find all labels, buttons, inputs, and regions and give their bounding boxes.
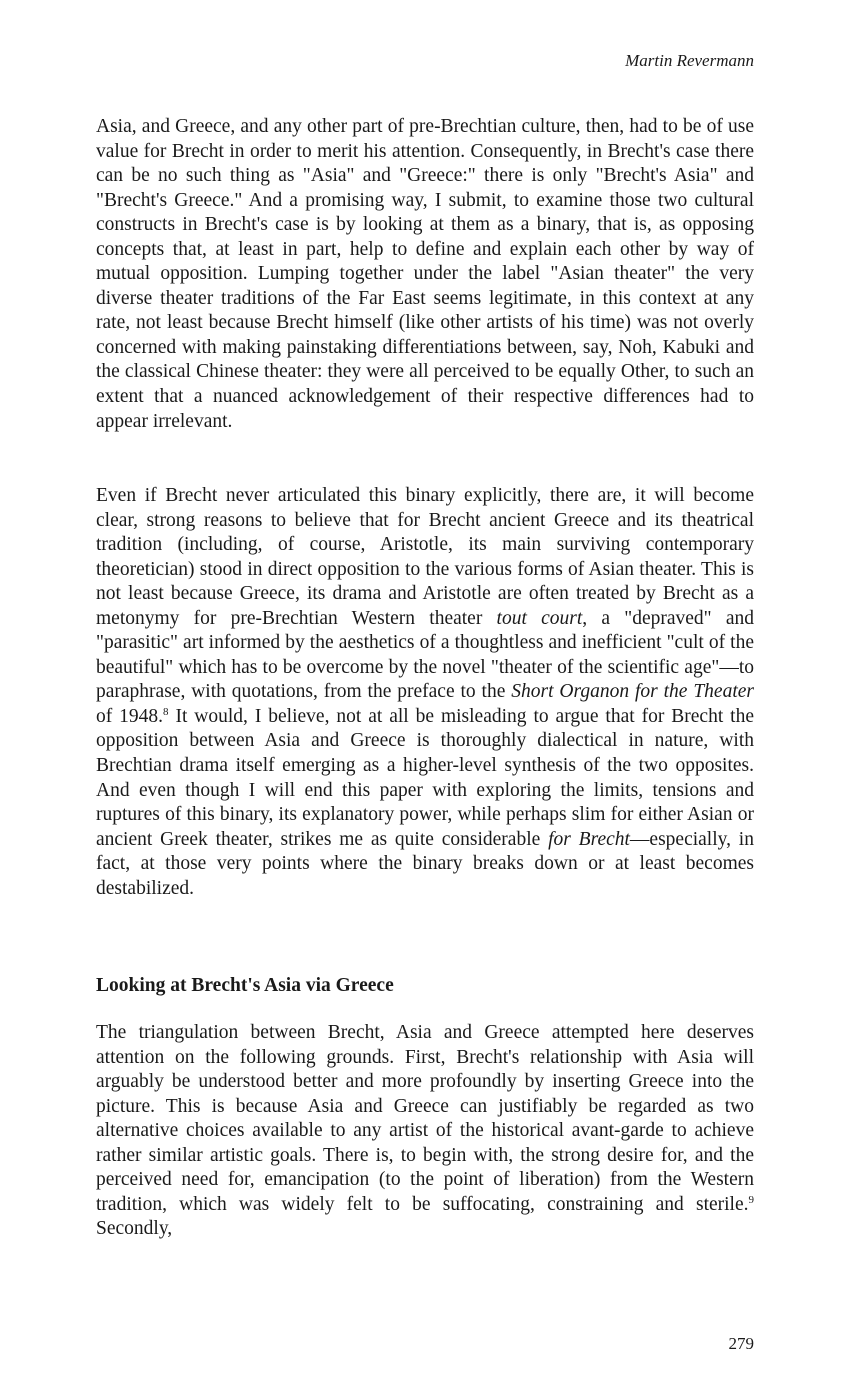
section-heading: Looking at Brecht's Asia via Greece: [96, 975, 394, 996]
paragraph-3: [96, 1021, 754, 1242]
italic-short-organon-title: Short Organon for the Theater: [511, 681, 754, 703]
paragraph-2-text-c: of 1948.: [96, 705, 164, 727]
paragraph-2-text-e: —especially, in fact, at those very points where the binary breaks down or at least becomes destabilized.: [96, 828, 754, 899]
paragraph-1: Asia, and Greece, and any other part of pre-Brechtian culture, then, had to be of use value for Brecht in order to merit his attention. Consequently, in Brecht's case there can be no such thing as "Asia" and "Greece:" there is only "Brecht's Asia" and "Brecht's Greece." And a promising way, I submit, to examine those two cultural constructs in Brecht's case is by looking at them as a binary, that is, as opposing concepts that, at least in part, help to define and explain each other by way of mutual opposition. Lumping together under the label "Asian theater" the very diverse theater traditions of the Far East seems legitimate, in this context at any rate, not least because Brecht himself (like other artists of his time) was not overly concerned with making painstaking differentiations between, say, Noh, Kabuki and the classical Chinese theater: they were all perceived to be equally Other, to such an extent that a nuanced acknowledgement of their respective differences had to appear irrelevant.: [96, 116, 754, 432]
italic-for-brecht: for Brecht: [548, 828, 630, 850]
running-head: Martin Revermann: [625, 51, 754, 70]
footnote-marker-8[interactable]: 8: [163, 705, 169, 718]
paragraph-2-text-d: It would, I believe, not at all be misleading to argue that for Brecht the opposition between Asia and Greece is thoroughly dialectical in nature, with Brechtian drama itself emerging as a higher-level synthesis of the two opposites. And even though I will end this paper with exploring the limits, tensions and ruptures of this binary, its explanatory power, while perhaps slim for either Asian or ancient Greek theater, strikes me as quite considerable: [96, 705, 754, 850]
paragraph-2: [96, 484, 754, 901]
paragraph-3-text-b: Secondly,: [96, 1218, 173, 1240]
paragraph-3-text-a: The triangulation between Brecht, Asia and Greece attempted here deserves attention on the following grounds. First, Brecht's relationship with Asia will arguably be understood better and more profoundly by inserting Greece into the picture. This is because Asia and Greece can justifiably be regarded as two alternative choices available to any artist of the historical avant-garde to achieve rather similar artistic goals. There is, to begin with, the strong desire for, and the perceived need for, emancipation (to the point of liberation) from the Western tradition, which was widely felt to be suffocating, constraining and sterile.: [96, 1022, 754, 1215]
page-number: 279: [728, 1334, 754, 1353]
italic-tout-court: tout court: [496, 607, 583, 629]
paragraph-2-text-b: , a "depraved" and "parasitic" art informed by the aesthetics of a thoughtless and inefficient "cult of the beautiful" which has to be overcome by the novel "theater of the scientific age"—to paraphrase, with quotations, from the preface to the: [96, 607, 754, 703]
paragraph-2-text-a: Even if Brecht never articulated this binary explicitly, there are, it will become clear, strong reasons to believe that for Brecht ancient Greece and its theatrical tradition (including, of course, Aristotle, its main surviving contemporary theoretician) stood in direct opposition to the various forms of Asian theater. This is not least because Greece, its drama and Aristotle are often treated by Brecht as a metonymy for pre-Brechtian Western theater: [96, 485, 754, 629]
footnote-marker-9[interactable]: 9: [748, 1193, 754, 1206]
